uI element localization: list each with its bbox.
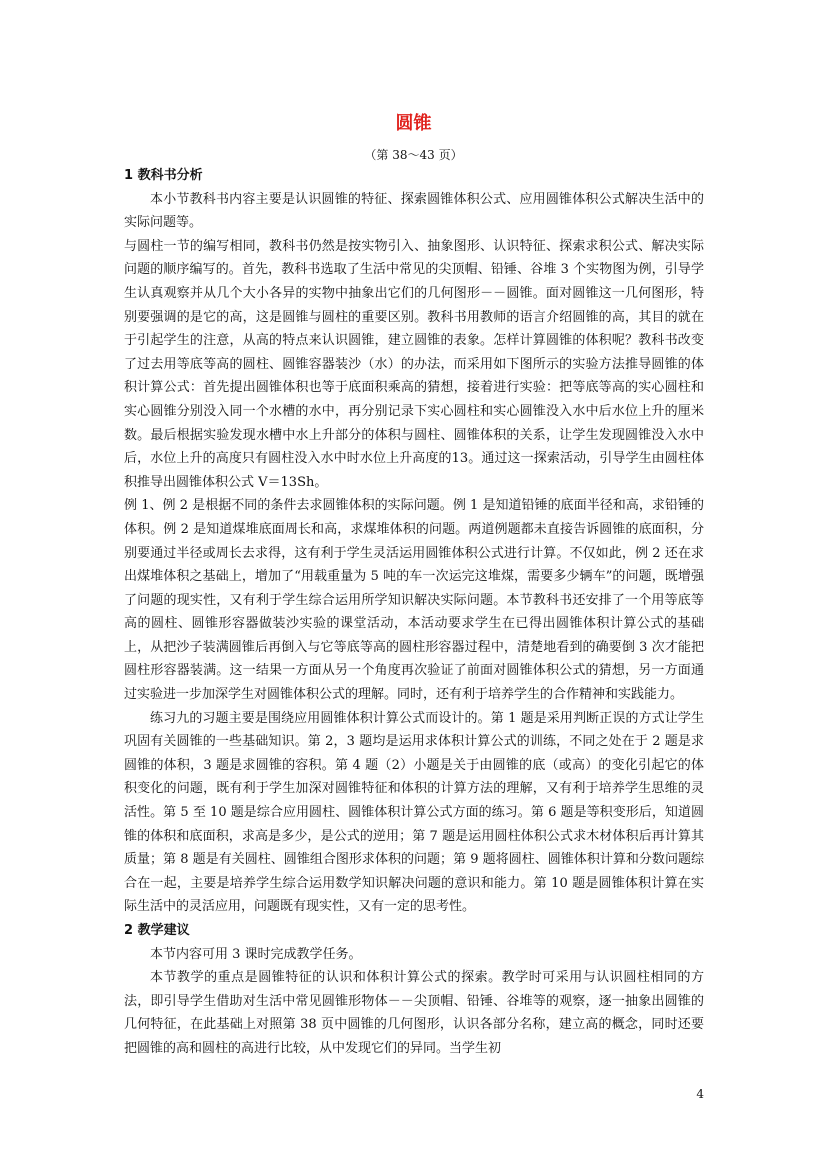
body-paragraph: 练习九的习题主要是围绕应用圆锥体积计算公式而设计的。第 1 题是采用判断正误的方式让学生巩固有关圆锥的一些基础知识。第 2，3 题均是运用求体积计算公式的训练，不同之处在于 2 题是求圆锥的体积，3 题是求圆锥的容积。第 4 题（2）小题是关于由圆锥的底（或高）的变化引起它的体积变化的问题，既有利于学生加深对圆锥特征和体积的计算方法的理解，又有利于培养学生思维的灵活性。第 5 至 10 题是综合应用圆柱、圆锥体积计算公式方面的练习。第 6 题是等积变形后，知道圆锥的体积和底面积，求高是多少，是公式的逆用；第 7 题是运用圆柱体积公式求木材体积后再计算其质量；第 8 题是有关圆柱、圆锥组合图形求体积的问题；第 9 题将圆柱、圆锥体积计算和分数问题综合在一起，主要是培养学生综合运用数学知识解决问题的意识和能力。第 10 题是圆锥体积计算在实际生活中的灵活应用，问题既有现实性，又有一定的思考性。 (124, 710, 704, 915)
page-range-subtitle: （第 38～43 页） (364, 148, 463, 162)
body-paragraph: 本节教学的重点是圆锥特征的认识和体积计算公式的探索。教学时可采用与认识圆柱相同的方法，即引导学生借助对生活中常见圆锥形物体－－尖顶帽、铅锤、谷堆等的观察，逐一抽象出圆锥的几何特征，在此基础上对照第 38 页中圆锥的几何图形，认识各部分名称，建立高的概念，同时还要把圆锥的高和圆柱的高进行比较，从中发现它们的异同。当学生初 (124, 970, 704, 1056)
section-heading: 1 教科书分析 (124, 168, 203, 183)
body-paragraph: 本节内容可用 3 课时完成教学任务。 (150, 946, 362, 962)
document-body (124, 164, 704, 1061)
body-paragraph: 与圆柱一节的编写相同，教科书仍然是按实物引入、抽象图形、认识特征、探索求积公式、解决实际问题的顺序编写的。首先，教科书选取了生活中常见的尖顶帽、铅锤、谷堆 3 个实物图为例，引导学生认真观察并从几个大小各异的实物中抽象出它们的几何图形－－圆锥。面对圆锥这一几何图形，特别要强调的是它的高，这是圆锥与圆柱的重要区别。教科书用教师的语言介绍圆锥的高，其目的就在于引起学生的注意，从高的特点来认识圆锥，建立圆锥的表象。怎样计算圆锥的体积呢？教科书改变了过去用等底等高的圆柱、圆锥容器装沙（水）的办法，而采用如下图所示的实验方法推导圆锥的体积计算公式：首先提出圆锥体积也等于底面积乘高的猜想，接着进行实验：把等底等高的实心圆柱和实心圆锥分别没入同一个水槽的水中，再分别记录下实心圆柱和实心圆锥没入水中后水位上升的厘米数。最后根据实验发现水槽中水上升部分的体积与圆柱、圆锥体积的关系，让学生发现圆锥没入水中后，水位上升的高度只有圆柱没入水中时水位上升高度的13。通过这一探索活动，引导学生由圆柱体积推导出圆锥体积公式 V＝13Sh。 (124, 238, 704, 490)
body-paragraph: 例 1、例 2 是根据不同的条件去求圆锥体积的实际问题。例 1 是知道铅锤的底面半径和高，求铅锤的体积。例 2 是知道煤堆底面周长和高，求煤堆体积的问题。两道例题都未直接告诉圆锥的底面积，分别要通过半径或周长去求得，这有利于学生灵活运用圆锥体积公式进行计算。不仅如此，例 2 还在求出煤堆体积之基础上，增加了“用载重量为 5 吨的车一次运完这堆煤，需要多少辆车”的问题，既增强了问题的现实性，又有利于学生综合运用所学知识解决实际问题。本节教科书还安排了一个用等底等高的圆柱、圆锥形容器做装沙实验的课堂活动，本活动要求学生在已得出圆锥体积计算公式的基础上，从把沙子装满圆锥后再倒入与它等底等高的圆柱形容器过程中，清楚地看到的确要倒 3 次才能把圆柱形容器装满。这一结果一方面从另一个角度再次验证了前面对圆锥体积公式的猜想，另一方面通过实验进一步加深学生对圆锥体积公式的理解。同时，还有利于培养学生的合作精神和实践能力。 (124, 498, 704, 703)
section-heading: 2 教学建议 (124, 923, 190, 938)
document-title: 圆锥 (395, 113, 432, 134)
page-number: 4 (696, 1087, 704, 1101)
body-paragraph: 本小节教科书内容主要是认识圆锥的特征、探索圆锥体积公式、应用圆锥体积公式解决生活中的实际问题等。 (124, 191, 704, 231)
